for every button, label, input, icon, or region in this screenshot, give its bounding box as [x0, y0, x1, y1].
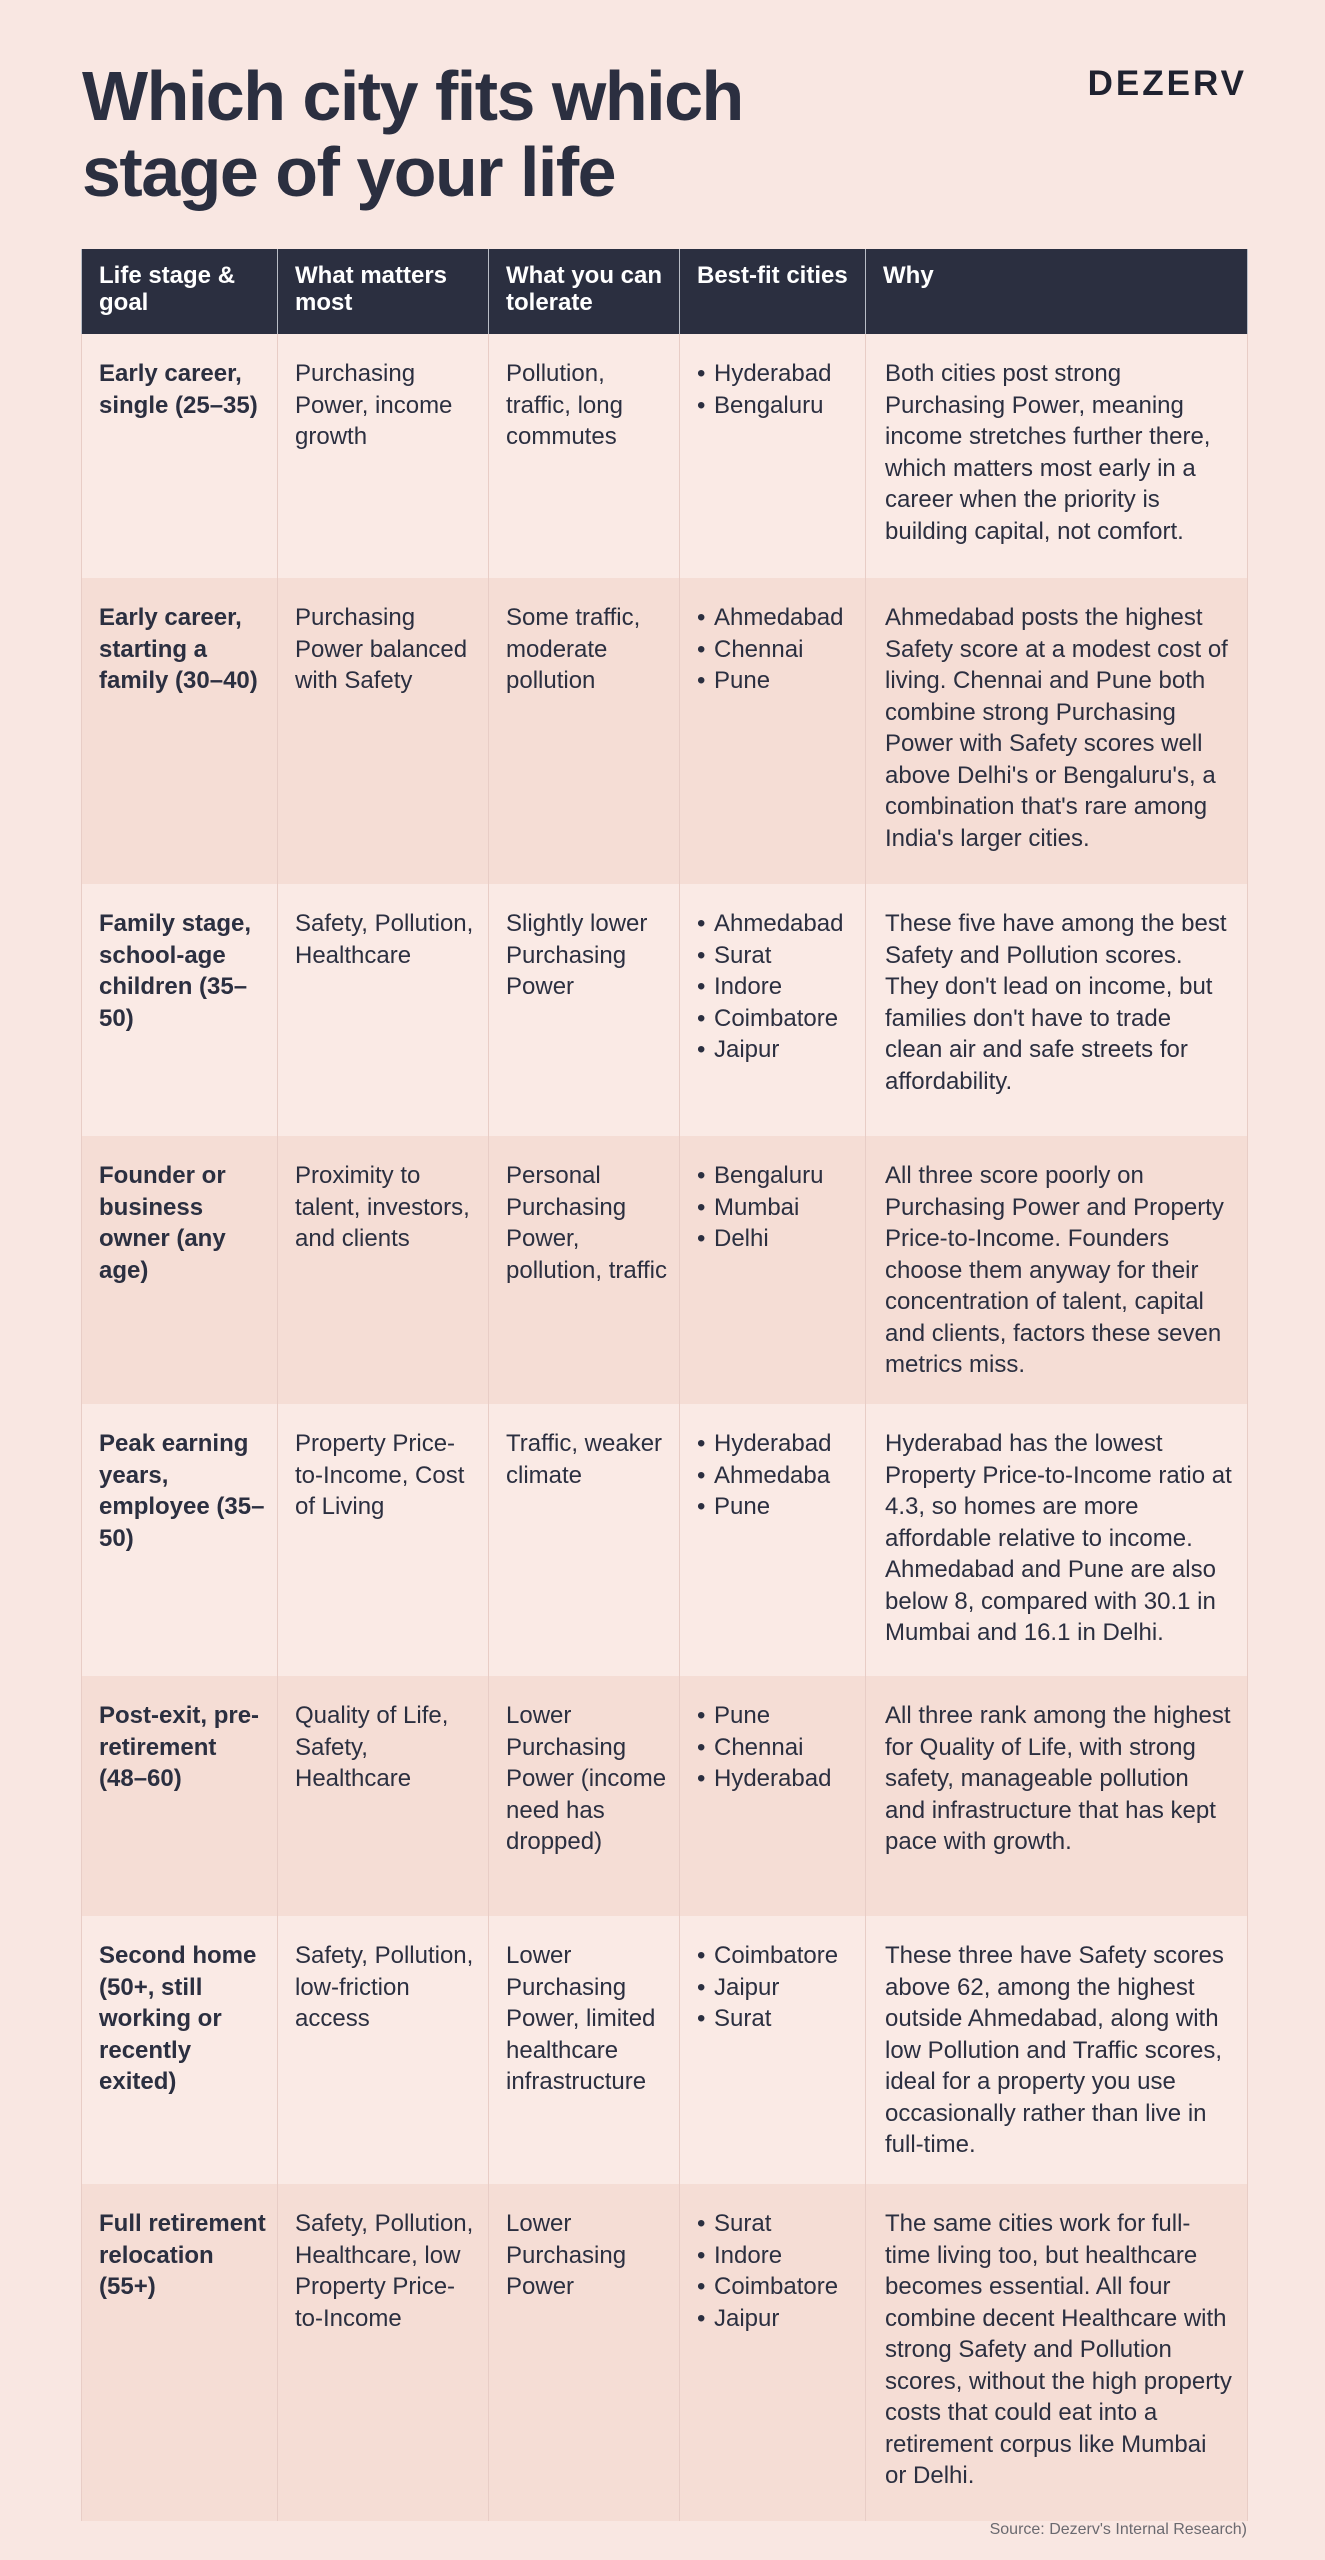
why-cell: Hyderabad has the lowest Property Price-to-Income ratio at 4.3, so homes are more affordable relative to income. Ahmedabad and Pune are also below 8, compared with 30.1 in Mumbai and 16.1 in Delhi. — [866, 1404, 1248, 1676]
best-fit-cities-cell — [680, 884, 866, 1136]
tolerate-cell: Personal Purchasing Power, pollution, traffic — [489, 1136, 680, 1404]
header-why: Why — [866, 249, 1248, 334]
tolerate-cell: Pollution, traffic, long commutes — [489, 334, 680, 578]
city-item: • Ahmedabad — [697, 908, 855, 940]
city-list — [697, 908, 855, 1066]
life-stage-cell: Family stage, school-age children (35–50) — [82, 884, 278, 1136]
city-item: • Chennai — [697, 634, 855, 666]
tolerate-cell: Slightly lower Purchasing Power — [489, 884, 680, 1136]
why-cell: These three have Safety scores above 62, among the highest outside Ahmedabad, along with low Pollution and Traffic scores, ideal for a property you use occasionally rather than live in full-time. — [866, 1916, 1248, 2184]
why-cell: Ahmedabad posts the highest Safety score at a modest cost of living. Chennai and Pune both combine strong Purchasing Power with Safety scores well above Delhi's or Bengaluru's, a combination that's rare among India's larger cities. — [866, 578, 1248, 884]
brand-logo: DEZERV — [1087, 64, 1247, 103]
city-item: • Delhi — [697, 1223, 855, 1255]
best-fit-cities-cell — [680, 578, 866, 884]
what-matters-cell: Property Price-to-Income, Cost of Living — [278, 1404, 489, 1676]
header-tolerate: What you can tolerate — [489, 249, 680, 334]
life-stage-cell: Peak earning years, employee (35–50) — [82, 1404, 278, 1676]
page-title — [82, 58, 842, 210]
tolerate-cell: Lower Purchasing Power — [489, 2184, 680, 2521]
city-list — [697, 2208, 855, 2334]
what-matters-cell: Safety, Pollution, Healthcare, low Property Price-to-Income — [278, 2184, 489, 2521]
city-item: • Ahmedaba — [697, 1460, 855, 1492]
header-life-stage: Life stage & goal — [82, 249, 278, 334]
life-stage-cell: Early career, single (25–35) — [82, 334, 278, 578]
city-item: • Coimbatore — [697, 2271, 855, 2303]
city-item: • Chennai — [697, 1732, 855, 1764]
city-item: • Indore — [697, 971, 855, 1003]
best-fit-cities-cell — [680, 2184, 866, 2521]
city-item: • Hyderabad — [697, 1763, 855, 1795]
city-list — [697, 1700, 855, 1795]
city-item: • Ahmedabad — [697, 602, 855, 634]
tolerate-cell: Lower Purchasing Power, limited healthcare infrastructure — [489, 1916, 680, 2184]
source-note: Source: Dezerv's Internal Research) — [989, 2521, 1247, 2538]
life-stage-cell: Post-exit, pre-retirement (48–60) — [82, 1676, 278, 1916]
table-row — [82, 1136, 1248, 1404]
table-row — [82, 2184, 1248, 2521]
table-row — [82, 884, 1248, 1136]
city-item: • Pune — [697, 1491, 855, 1523]
city-list — [697, 358, 855, 421]
tolerate-cell: Lower Purchasing Power (income need has dropped) — [489, 1676, 680, 1916]
city-item: • Bengaluru — [697, 1160, 855, 1192]
city-item: • Bengaluru — [697, 390, 855, 422]
city-item: • Indore — [697, 2240, 855, 2272]
city-item: • Jaipur — [697, 2303, 855, 2335]
city-item: • Hyderabad — [697, 1428, 855, 1460]
what-matters-cell: Purchasing Power balanced with Safety — [278, 578, 489, 884]
why-cell: Both cities post strong Purchasing Power, meaning income stretches further there, which matters most early in a career when the priority is building capital, not comfort. — [866, 334, 1248, 578]
city-item: • Mumbai — [697, 1192, 855, 1224]
city-item: • Surat — [697, 940, 855, 972]
city-list — [697, 1940, 855, 2035]
city-item: • Surat — [697, 2003, 855, 2035]
city-item: • Coimbatore — [697, 1940, 855, 1972]
table-row — [82, 1916, 1248, 2184]
life-stage-cell: Second home (50+, still working or recently exited) — [82, 1916, 278, 2184]
what-matters-cell: Proximity to talent, investors, and clients — [278, 1136, 489, 1404]
what-matters-cell: Safety, Pollution, Healthcare — [278, 884, 489, 1136]
table-row — [82, 578, 1248, 884]
why-cell: All three score poorly on Purchasing Power and Property Price-to-Income. Founders choose them anyway for their concentration of talent, capital and clients, factors these seven metrics miss. — [866, 1136, 1248, 1404]
table-row — [82, 1676, 1248, 1916]
why-cell: All three rank among the highest for Quality of Life, with strong safety, manageable pollution and infrastructure that has kept pace with growth. — [866, 1676, 1248, 1916]
best-fit-cities-cell — [680, 1404, 866, 1676]
what-matters-cell: Purchasing Power, income growth — [278, 334, 489, 578]
what-matters-cell: Safety, Pollution, low-friction access — [278, 1916, 489, 2184]
header-best-fit-cities: Best-fit cities — [680, 249, 866, 334]
tolerate-cell: Some traffic, moderate pollution — [489, 578, 680, 884]
why-cell: The same cities work for full-time living too, but healthcare becomes essential. All four combine decent Healthcare with strong Safety and Pollution scores, without the high property costs that could eat into a retirement corpus like Mumbai or Delhi. — [866, 2184, 1248, 2521]
life-stage-cell: Full retirement relocation (55+) — [82, 2184, 278, 2521]
city-item: • Hyderabad — [697, 358, 855, 390]
what-matters-cell: Quality of Life, Safety, Healthcare — [278, 1676, 489, 1916]
best-fit-cities-cell — [680, 334, 866, 578]
table-body — [82, 334, 1248, 2521]
city-item: • Jaipur — [697, 1972, 855, 2004]
tolerate-cell: Traffic, weaker climate — [489, 1404, 680, 1676]
title-line-1: Which city fits which — [82, 57, 743, 135]
city-item: • Pune — [697, 665, 855, 697]
city-list — [697, 1160, 855, 1255]
table-row — [82, 334, 1248, 578]
city-item: • Coimbatore — [697, 1003, 855, 1035]
life-stage-cell: Founder or business owner (any age) — [82, 1136, 278, 1404]
city-item: • Pune — [697, 1700, 855, 1732]
header-row — [82, 249, 1248, 334]
best-fit-cities-cell — [680, 1136, 866, 1404]
why-cell: These five have among the best Safety and Pollution scores. They don't lead on income, but families don't have to trade clean air and safe streets for affordability. — [866, 884, 1248, 1136]
city-list — [697, 1428, 855, 1523]
best-fit-cities-cell — [680, 1916, 866, 2184]
city-item: • Jaipur — [697, 1034, 855, 1066]
city-list — [697, 602, 855, 697]
city-item: • Surat — [697, 2208, 855, 2240]
life-stage-cell: Early career, starting a family (30–40) — [82, 578, 278, 884]
city-fit-table — [81, 249, 1248, 2521]
table-row — [82, 1404, 1248, 1676]
header-what-matters: What matters most — [278, 249, 489, 334]
title-line-2: stage of your life — [82, 133, 616, 211]
best-fit-cities-cell — [680, 1676, 866, 1916]
